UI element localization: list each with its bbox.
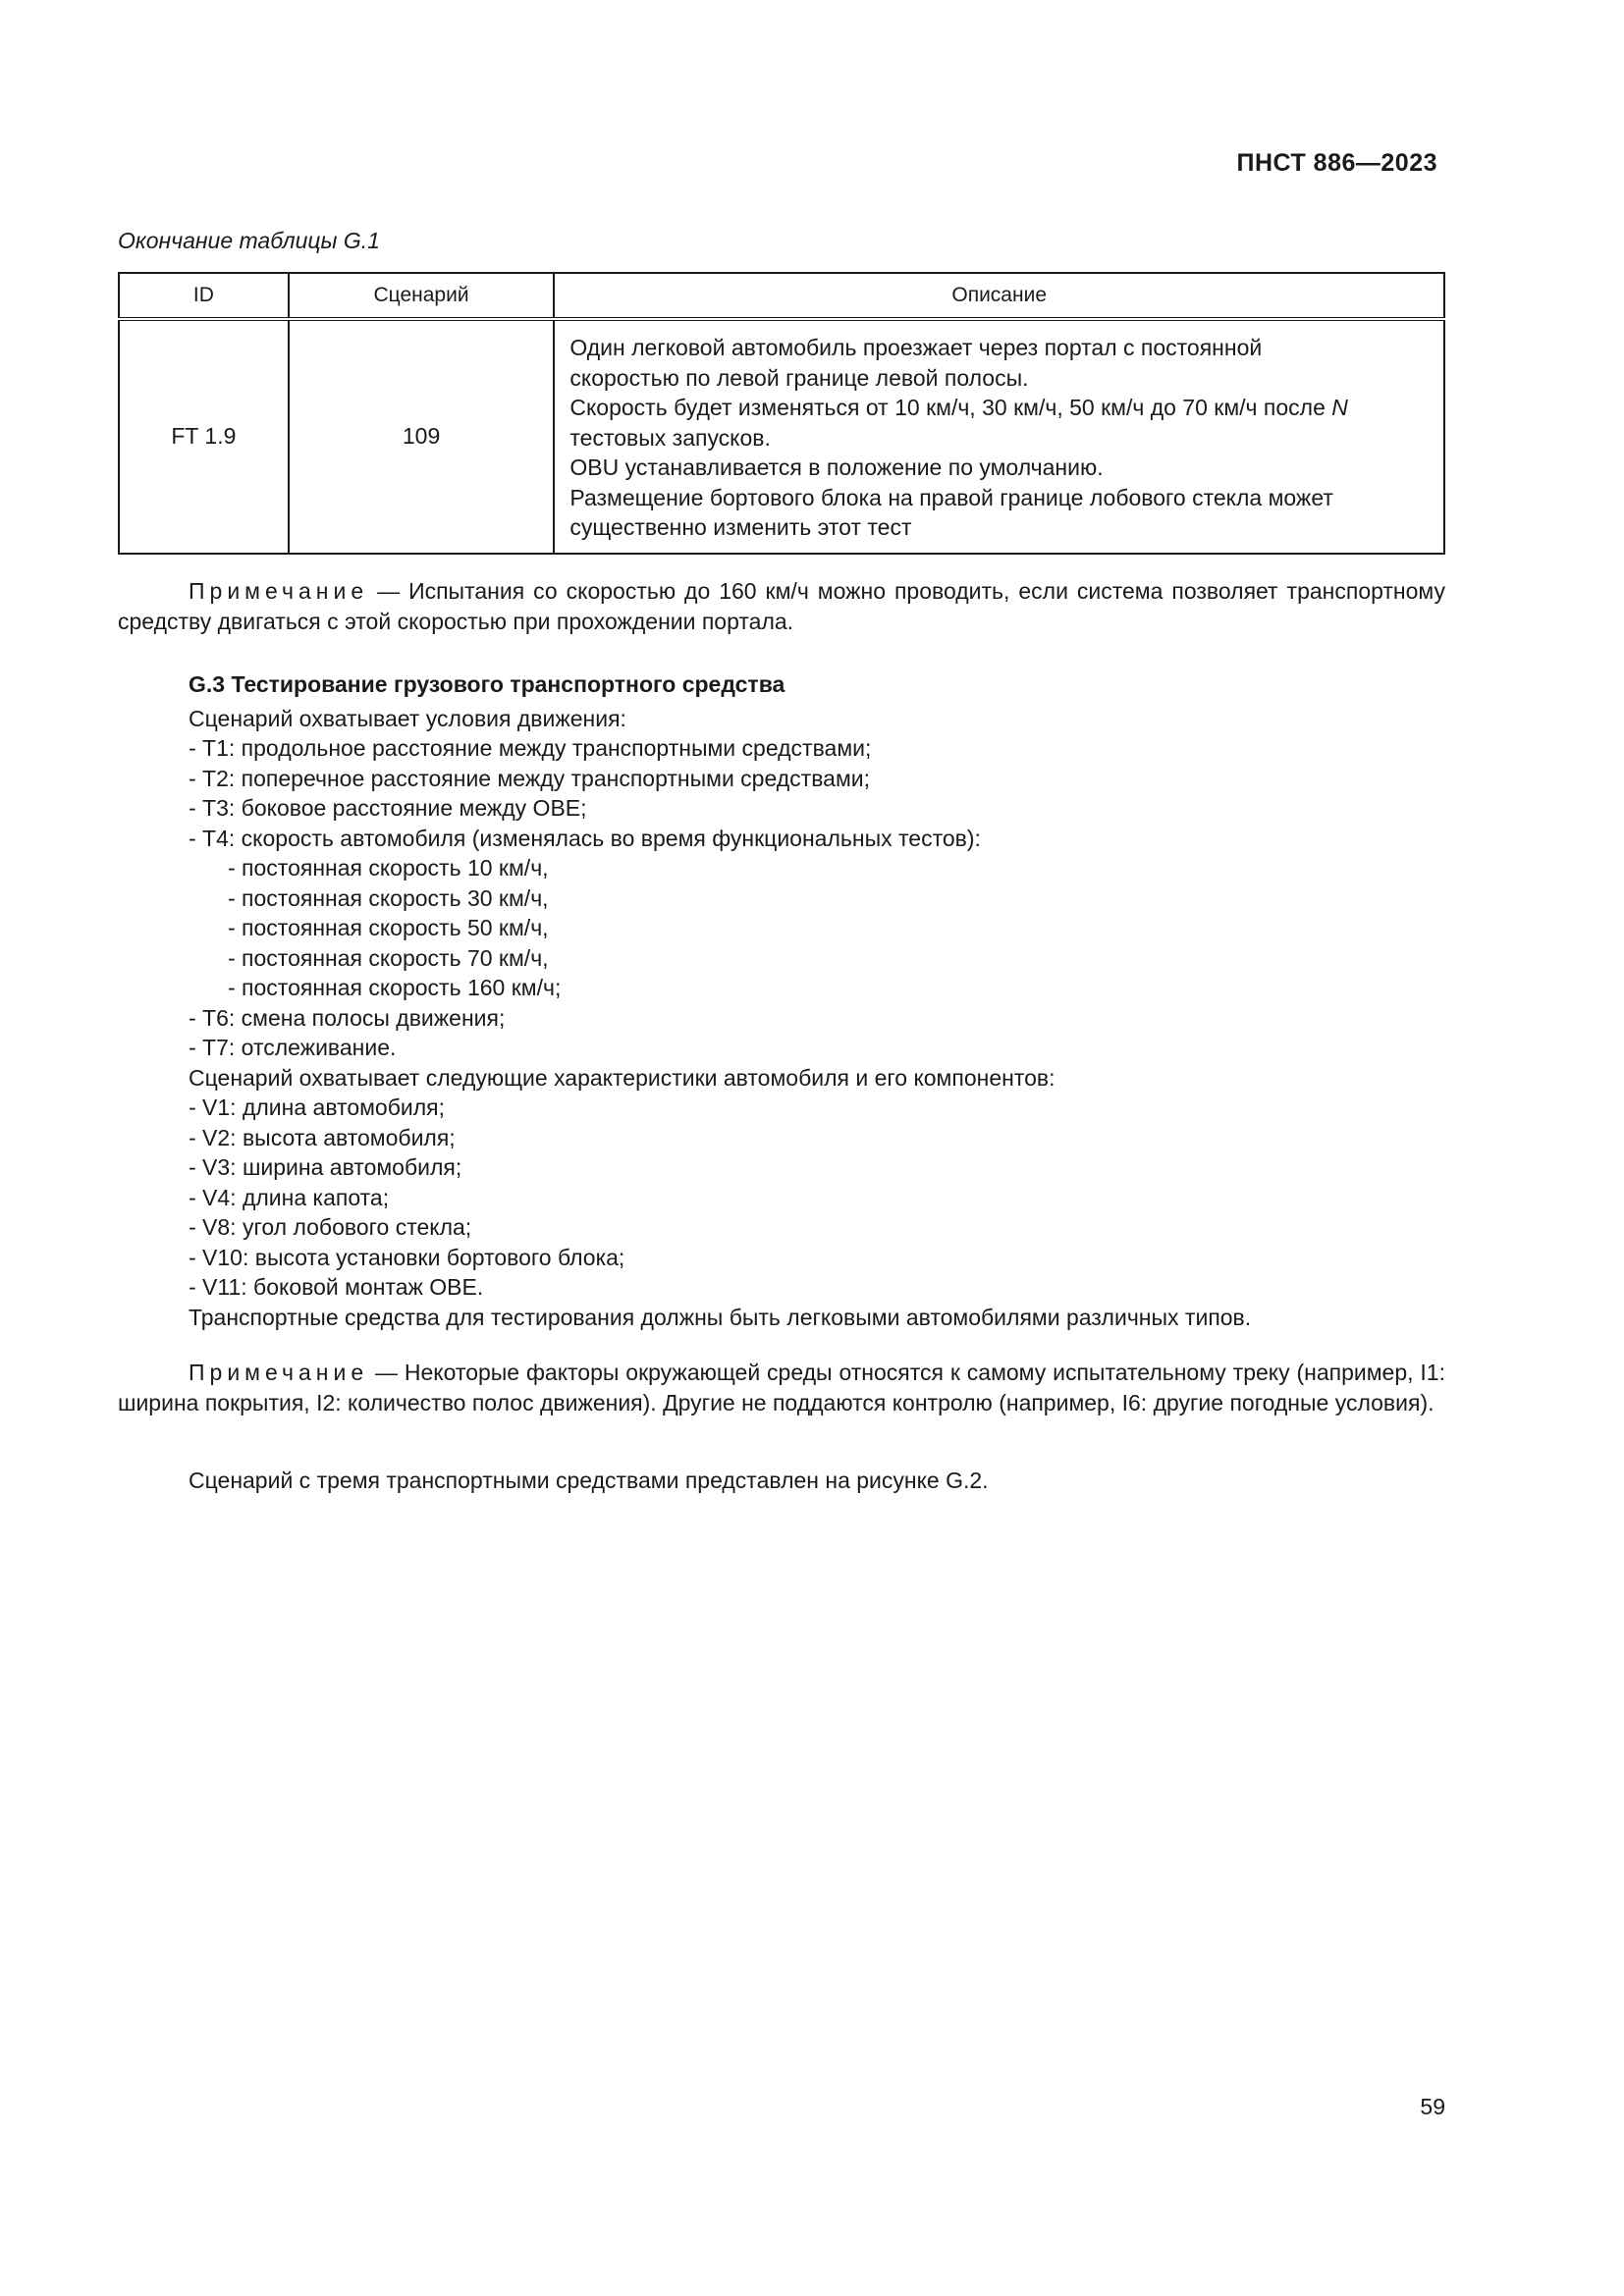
section-g3 [118, 669, 1445, 1332]
list-intro: Сценарий охватывает условия движения: [189, 705, 626, 731]
description-text: Скорость будет изменяться от 10 км/ч, 30 км/ч, 50 км/ч до 70 км/ч после [569, 395, 1332, 420]
description-line: существенно изменить этот тест [569, 514, 912, 540]
description-line: OBU устанавливается в положение по умолчанию. [569, 454, 1104, 480]
list-subitem: - постоянная скорость 70 км/ч, [228, 944, 549, 971]
list-subitem: - постоянная скорость 50 км/ч, [228, 915, 549, 940]
cell-description [554, 319, 1444, 554]
list-item: - Т6: смена полосы движения; [189, 1004, 506, 1031]
list-item: - V11: боковой монтаж OBE. [189, 1274, 484, 1300]
note-2 [118, 1358, 1445, 1417]
conditions-block [118, 704, 1445, 1333]
note-text: — Испытания со скоростью до 160 км/ч можно проводить, если система позволяет транспортному средству двигаться с этой скоростью при прохождении портала. [118, 578, 1445, 634]
description-line [569, 393, 1430, 423]
scenario-table [118, 272, 1445, 555]
note-1 [118, 576, 1445, 636]
list-subitem: - постоянная скорость 30 км/ч, [228, 884, 549, 911]
list-item: - Т4: скорость автомобиля (изменялась во время функциональных тестов): [189, 825, 981, 851]
list-item: - V8: угол лобового стекла; [189, 1214, 472, 1240]
list-subitem: - постоянная скорость 10 км/ч, [228, 855, 549, 881]
list-item: - V3: ширина автомобиля; [189, 1154, 462, 1180]
table-caption: Окончание таблицы G.1 [118, 228, 380, 253]
list-intro: Сценарий охватывает следующие характеристики автомобиля и его компонентов: [189, 1064, 1056, 1091]
document-code: ПНСТ 886—2023 [1236, 149, 1437, 177]
list-item: - V10: высота установки бортового блока; [189, 1244, 625, 1270]
column-header-scenario: Сценарий [289, 273, 555, 319]
table-row [119, 319, 1444, 554]
list-item: - V1: длина автомобиля; [189, 1095, 445, 1120]
list-item: - Т2: поперечное расстояние между транспортными средствами; [189, 765, 871, 791]
section-title: G.3 Тестирование грузового транспортного средства [189, 671, 785, 697]
note-label: Примечание [189, 578, 369, 604]
column-header-id: ID [119, 273, 289, 319]
page-number: 59 [1420, 2094, 1445, 2119]
cell-id: FT 1.9 [119, 319, 289, 554]
cell-scenario: 109 [289, 319, 555, 554]
description-line: Один легковой автомобиль проезжает через портал с постоянной [569, 335, 1263, 360]
variable-n: N [1331, 395, 1348, 420]
note-label: Примечание [189, 1360, 369, 1385]
list-item: - Т3: боковое расстояние между OBE; [189, 795, 587, 821]
final-paragraph: Сценарий с тремя транспортными средствами представлен на рисунке G.2. [189, 1468, 989, 1493]
list-item: - V2: высота автомобиля; [189, 1124, 456, 1150]
list-subitem: - постоянная скорость 160 км/ч; [228, 975, 562, 1000]
note-text: — Некоторые факторы окружающей среды относятся к самому испытательному треку (например, I1: ширина покрытия, I2: количество полос движения). Другие не поддаются контролю (например, I6: другие погодные условия). [118, 1360, 1445, 1415]
table-header-row [119, 273, 1444, 319]
description-line: тестовых запусков. [569, 424, 771, 451]
column-header-description: Описание [554, 273, 1444, 319]
description-line: Размещение бортового блока на правой границе лобового стекла может [569, 484, 1333, 510]
list-item: - Т1: продольное расстояние между транспортными средствами; [189, 735, 872, 761]
closing-text: Транспортные средства для тестирования должны быть легковыми автомобилями различных типов. [189, 1304, 1252, 1330]
description-line: скоростью по левой границе левой полосы. [569, 364, 1029, 391]
list-item: - Т7: отслеживание. [189, 1035, 397, 1060]
list-item: - V4: длина капота; [189, 1184, 390, 1210]
